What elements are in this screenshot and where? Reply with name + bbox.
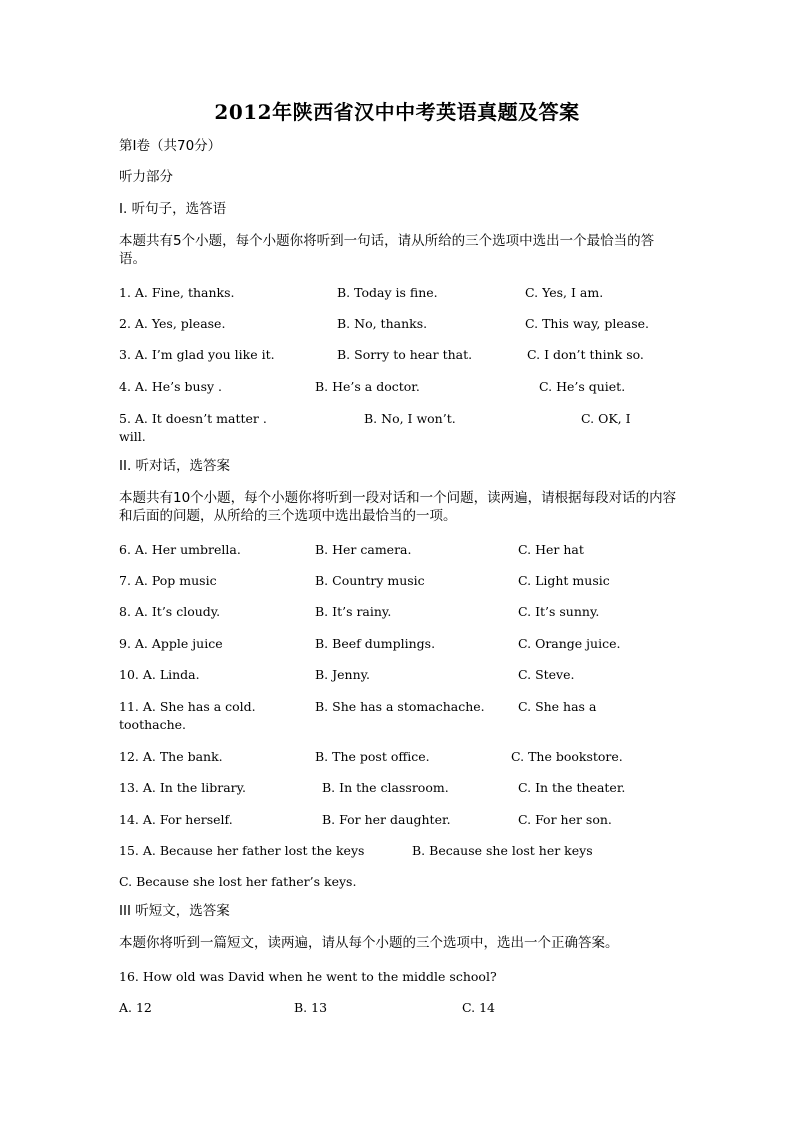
option-c: C. Yes, I am.: [525, 285, 604, 300]
option-a: 6. A. Her umbrella.: [119, 542, 241, 557]
question-text: 16. How old was David when he went to the middle school?: [119, 969, 497, 984]
section2-instruction: 本题共有10个小题，每个小题你将听到一段对话和一个问题，读两遍，请根据每段对话的内容和后面的问题，从所给的三个选项中选出最恰当的一项。: [119, 490, 677, 524]
option-a: 7. A. Pop music: [119, 573, 217, 588]
section1-instruction: 本题共有5个小题，每个小题你将听到一句话，请从所给的三个选项中选出一个最恰当的答语。: [119, 233, 655, 267]
question-row: [119, 378, 679, 396]
option-a: 14. A. For herself.: [119, 812, 233, 827]
option-b: B. No, I won’t.: [364, 411, 456, 426]
question-row: [119, 842, 679, 860]
option-b: B. For her daughter.: [322, 812, 451, 827]
option-c-continued: will.: [119, 429, 146, 444]
option-a: 8. A. It’s cloudy.: [119, 604, 221, 619]
option-c: C. In the theater.: [518, 780, 626, 795]
option-b: B. In the classroom.: [322, 780, 449, 795]
option-c: C. Steve.: [518, 667, 575, 682]
option-c: C. She has a: [518, 699, 597, 714]
question-row: [119, 541, 679, 559]
part1-label: 第I卷（共70分）: [119, 138, 222, 154]
option-c: C. OK, I: [581, 411, 631, 426]
option-a: 11. A. She has a cold.: [119, 699, 256, 714]
question-row: [119, 346, 679, 364]
option-a: 5. A. It doesn’t matter .: [119, 411, 267, 426]
question-row: [119, 666, 679, 684]
question-row: [119, 284, 679, 302]
option-a: 13. A. In the library.: [119, 780, 247, 795]
option-c: C. Because she lost her father’s keys.: [119, 874, 357, 889]
option-c: C. 14: [462, 1000, 495, 1015]
option-b: B. Because she lost her keys: [412, 843, 593, 858]
option-a: 9. A. Apple juice: [119, 636, 223, 651]
option-b: B. Sorry to hear that.: [337, 347, 473, 362]
option-c-continued: toothache.: [119, 717, 187, 732]
question-row: [119, 410, 679, 446]
option-b: B. No, thanks.: [337, 316, 428, 331]
option-c: C. Orange juice.: [518, 636, 621, 651]
option-a: 2. A. Yes, please.: [119, 316, 226, 331]
question-row: [119, 999, 679, 1017]
option-c: C. Light music: [518, 573, 610, 588]
question-row: [119, 873, 679, 891]
page-title: 2012年陕西省汉中中考英语真题及答案: [214, 100, 580, 124]
option-b: B. The post office.: [315, 749, 430, 764]
option-c: C. It’s sunny.: [518, 604, 600, 619]
option-c: C. He’s quiet.: [539, 379, 626, 394]
option-c: C. This way, please.: [525, 316, 649, 331]
question-row: [119, 968, 679, 986]
option-a: 12. A. The bank.: [119, 749, 223, 764]
option-b: B. Country music: [315, 573, 425, 588]
option-c: C. The bookstore.: [511, 749, 623, 764]
option-b: B. Her camera.: [315, 542, 412, 557]
option-b: B. She has a stomachache.: [315, 699, 485, 714]
section3-instruction: 本题你将听到一篇短文，读两遍，请从每个小题的三个选项中，选出一个正确答案。: [119, 935, 619, 951]
question-row: [119, 779, 679, 797]
question-row: [119, 811, 679, 829]
section1-heading: I. 听句子，选答语: [119, 201, 227, 217]
option-c: C. Her hat: [518, 542, 584, 557]
question-row: [119, 635, 679, 653]
question-row: [119, 572, 679, 590]
option-c: C. I don’t think so.: [527, 347, 644, 362]
question-row: [119, 315, 679, 333]
option-a: 3. A. I’m glad you like it.: [119, 347, 275, 362]
option-c: C. For her son.: [518, 812, 612, 827]
option-b: B. He’s a doctor.: [315, 379, 420, 394]
section2-heading: II. 听对话，选答案: [119, 458, 231, 474]
option-a: 4. A. He’s busy .: [119, 379, 223, 394]
option-a: A. 12: [119, 1000, 152, 1015]
option-b: B. Jenny.: [315, 667, 371, 682]
option-b: B. It’s rainy.: [315, 604, 392, 619]
option-a: 10. A. Linda.: [119, 667, 200, 682]
section3-heading: III 听短文，选答案: [119, 903, 230, 919]
option-a: 15. A. Because her father lost the keys: [119, 843, 365, 858]
option-a: 1. A. Fine, thanks.: [119, 285, 235, 300]
option-b: B. 13: [294, 1000, 328, 1015]
option-b: B. Today is fine.: [337, 285, 438, 300]
question-row: [119, 603, 679, 621]
listening-label: 听力部分: [119, 169, 173, 185]
question-row: [119, 698, 679, 734]
option-b: B. Beef dumplings.: [315, 636, 436, 651]
question-row: [119, 748, 679, 766]
